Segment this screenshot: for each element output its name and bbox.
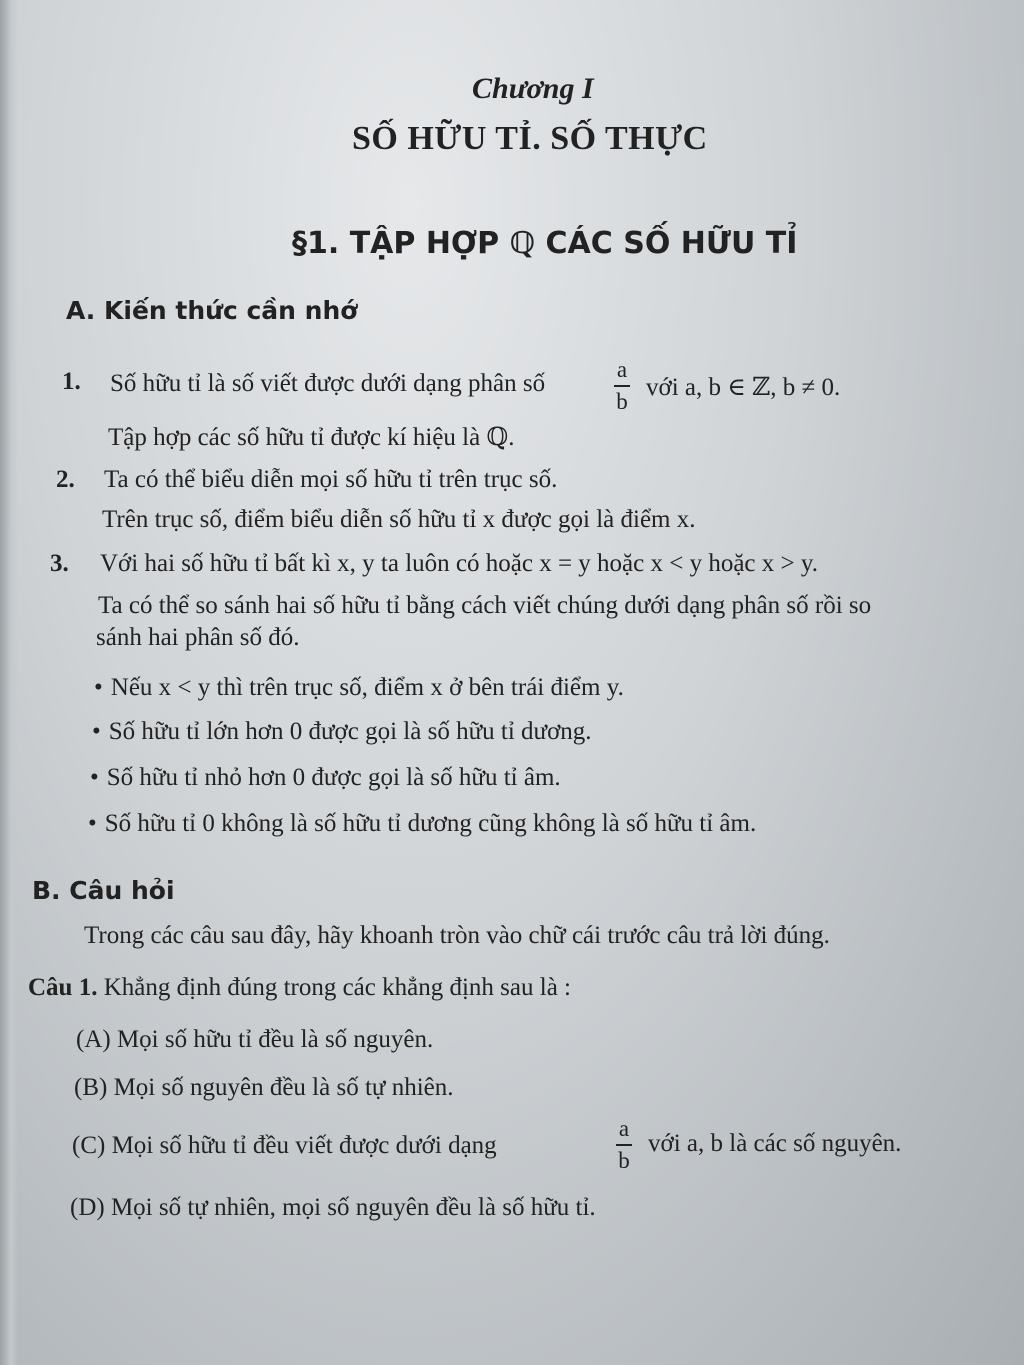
option-c-fraction-bar [616, 1144, 632, 1146]
question-1 [28, 974, 571, 1002]
part-b-heading: B. Câu hỏi [32, 876, 175, 905]
option-c-fraction-numerator: a [618, 1116, 630, 1141]
question-text: Khẳng định đúng trong các khẳng định sau là : [103, 974, 571, 1001]
fraction-a-over-b [614, 357, 630, 415]
bullet-item-1: • Nếu x < y thì trên trục số, điểm x ở bên trái điểm y. [94, 674, 624, 702]
item-3-line3: sánh hai phân số đó. [96, 624, 300, 651]
question-label: Câu 1. [28, 974, 98, 1001]
option-c-post[interactable]: với a, b là các số nguyên. [648, 1130, 902, 1157]
bullet-item-4: • Số hữu tỉ 0 không là số hữu tỉ dương cũng không là số hữu tỉ âm. [88, 810, 756, 838]
item-1-number: 1. [62, 368, 81, 395]
option-c-fraction [616, 1116, 632, 1174]
part-a-heading: A. Kiến thức cần nhớ [66, 296, 358, 325]
item-1-line1-post: với a, b ∈ ℤ, b ≠ 0. [646, 374, 841, 401]
fraction-bar [614, 385, 630, 387]
item-2-number: 2. [56, 466, 75, 493]
chapter-title: SỐ HỮU TỈ. SỐ THỰC [352, 120, 708, 157]
bullet-item-3: • Số hữu tỉ nhỏ hơn 0 được gọi là số hữu tỉ âm. [90, 764, 561, 792]
item-2-line1: Ta có thể biểu diễn mọi số hữu tỉ trên trục số. [104, 466, 558, 493]
item-2-line2: Trên trục số, điểm biểu diễn số hữu tỉ x được gọi là điểm x. [102, 506, 696, 533]
instruction-text: Trong các câu sau đây, hãy khoanh tròn vào chữ cái trước câu trả lời đúng. [84, 922, 830, 949]
item-1-line1-pre: Số hữu tỉ là số viết được dưới dạng phân số [110, 370, 546, 397]
option-c-pre[interactable]: (C) Mọi số hữu tỉ đều viết được dưới dạng [72, 1132, 497, 1159]
option-b[interactable]: (B) Mọi số nguyên đều là số tự nhiên. [74, 1074, 454, 1101]
option-c-fraction-denominator: b [618, 1147, 630, 1173]
item-3-line2: Ta có thể so sánh hai số hữu tỉ bằng cách viết chúng dưới dạng phân số rồi so [98, 592, 872, 619]
item-1-line2: Tập hợp các số hữu tỉ được kí hiệu là ℚ. [108, 424, 515, 451]
fraction-numerator: a [616, 357, 628, 382]
chapter-label: Chương I [472, 72, 594, 105]
section-title: §1. TẬP HỢP ℚ CÁC SỐ HỮU TỈ [292, 226, 798, 261]
option-d[interactable]: (D) Mọi số tự nhiên, mọi số nguyên đều là số hữu tỉ. [70, 1194, 596, 1221]
item-3-line1: Với hai số hữu tỉ bất kì x, y ta luôn có hoặc x = y hoặc x < y hoặc x > y. [100, 550, 819, 577]
option-a[interactable]: (A) Mọi số hữu tỉ đều là số nguyên. [76, 1026, 434, 1053]
book-spine-edge [0, 0, 18, 1365]
bullet-item-2: • Số hữu tỉ lớn hơn 0 được gọi là số hữu tỉ dương. [92, 718, 592, 746]
item-3-number: 3. [50, 550, 69, 577]
fraction-denominator: b [616, 388, 628, 414]
